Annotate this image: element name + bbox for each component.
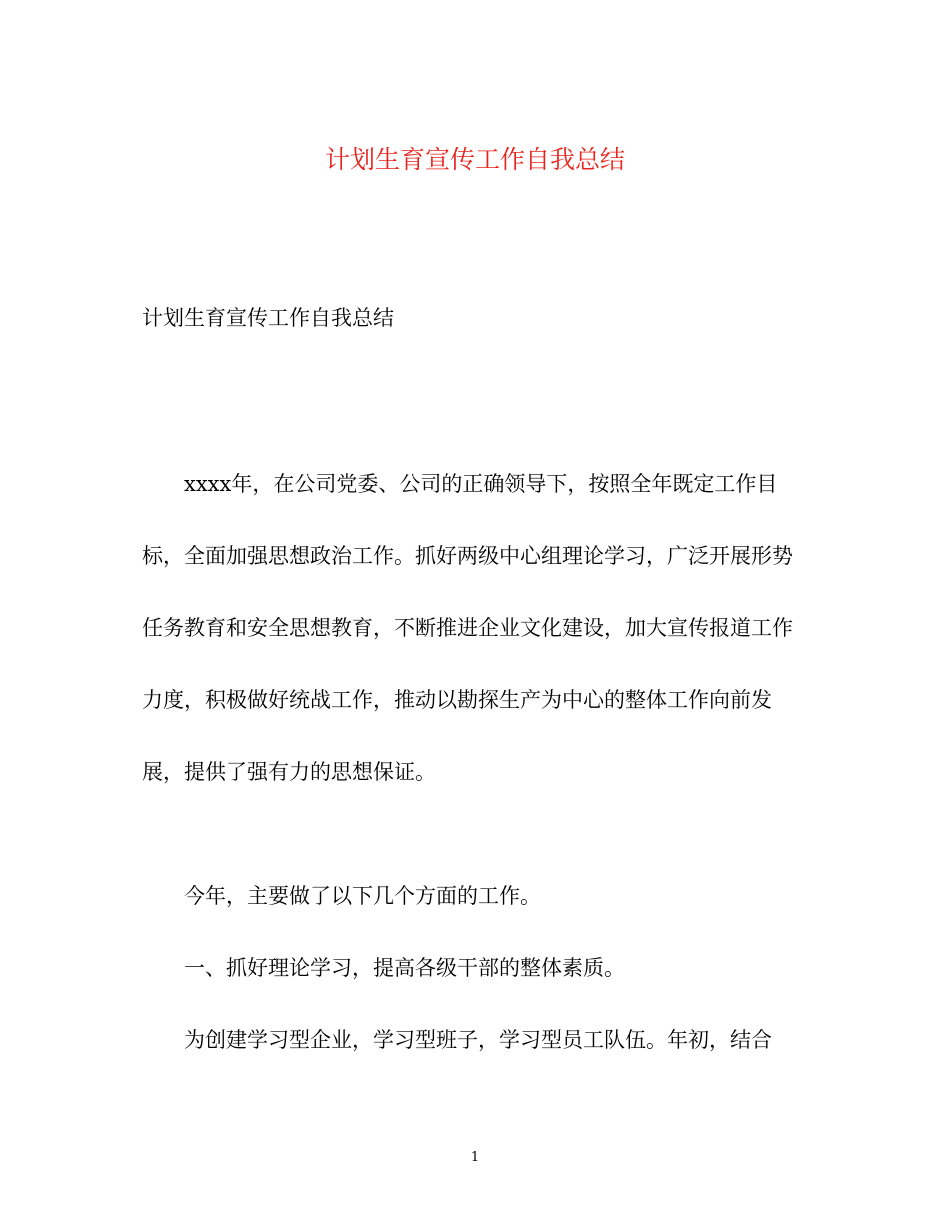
page-title: 计划生育宣传工作自我总结 (324, 145, 625, 174)
paragraph-overview: 今年，主要做了以下几个方面的工作。 (184, 884, 541, 908)
paragraph-section-1: 为创建学习型企业，学习型班子，学习型员工队伍。年初，结合 (184, 1028, 772, 1052)
section-heading-1: 一、抓好理论学习，提高各级干部的整体素质。 (184, 956, 625, 980)
page-number: 1 (470, 1150, 480, 1165)
document-subtitle: 计划生育宣传工作自我总结 (142, 306, 394, 330)
paragraph-intro: xxxx年，在公司党委、公司的正确领导下，按照全年既定工作目标，全面加强思想政治工作。抓好两级中心组理论学习，广泛开展形势任务教育和安全思想教育，不断推进企业文化建设，加大宣传报道工作力度，积极做好统战工作，推动以勘探生产为中心的整体工作向前发展，提供了强有力的思想保证。 (142, 472, 793, 784)
